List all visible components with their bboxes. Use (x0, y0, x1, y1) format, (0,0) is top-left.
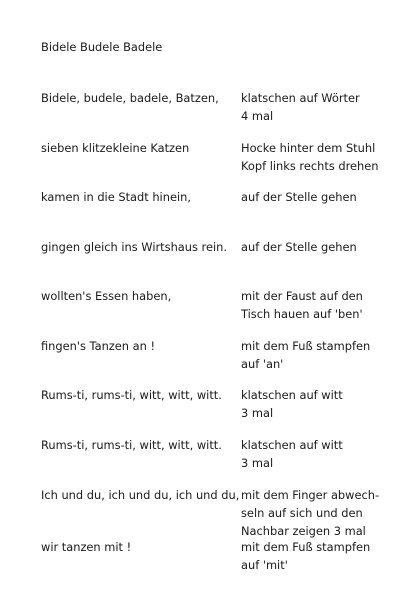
action-text (241, 188, 411, 206)
action-text (241, 486, 411, 540)
action-line: klatschen auf witt (241, 388, 343, 402)
action-line: mit dem Finger abwech- (241, 488, 380, 502)
lyric-line: wir tanzen mit ! (41, 540, 132, 554)
action-text (241, 538, 411, 574)
action-line: mit der Faust auf den (241, 289, 363, 303)
action-line: Hocke hinter dem Stuhl (241, 141, 376, 155)
action-line: Kopf links rechts drehen (241, 159, 379, 173)
action-line: seln auf sich und den (241, 506, 363, 520)
lyric-line: kamen in die Stadt hinein, (41, 190, 191, 204)
action-line: klatschen auf witt (241, 438, 343, 452)
action-text (241, 337, 411, 373)
document-title: Bidele Budele Badele (41, 40, 163, 54)
lyric-line: wollten's Essen haben, (41, 289, 172, 303)
action-line: mit dem Fuß stampfen (241, 540, 371, 554)
action-text (241, 386, 411, 422)
action-text (241, 238, 411, 256)
action-line: auf 'an' (241, 357, 284, 371)
action-line: 4 mal (241, 109, 274, 123)
action-line: klatschen auf Wörter (241, 91, 360, 105)
action-line: Nachbar zeigen 3 mal (241, 524, 366, 538)
action-line: auf der Stelle gehen (241, 190, 357, 204)
action-line: auf der Stelle gehen (241, 240, 357, 254)
action-text (241, 89, 411, 125)
lyric-line: Bidele, budele, badele, Batzen, (41, 91, 219, 105)
lyric-line: Rums-ti, rums-ti, witt, witt, witt. (41, 438, 222, 452)
lyric-line: sieben klitzekleine Katzen (41, 141, 190, 155)
action-line: 3 mal (241, 406, 274, 420)
lyric-line: Rums-ti, rums-ti, witt, witt, witt. (41, 388, 222, 402)
lyric-line: gingen gleich ins Wirtshaus rein. (41, 240, 227, 254)
action-text (241, 139, 411, 175)
lyric-line: Ich und du, ich und du, ich und du, (41, 488, 240, 502)
lyric-line: fingen's Tanzen an ! (41, 339, 156, 353)
action-line: 3 mal (241, 456, 274, 470)
action-text (241, 287, 411, 323)
action-line: Tisch hauen auf 'ben' (241, 307, 363, 321)
action-text (241, 436, 411, 472)
action-line: mit dem Fuß stampfen (241, 339, 371, 353)
action-line: auf 'mit' (241, 558, 288, 572)
